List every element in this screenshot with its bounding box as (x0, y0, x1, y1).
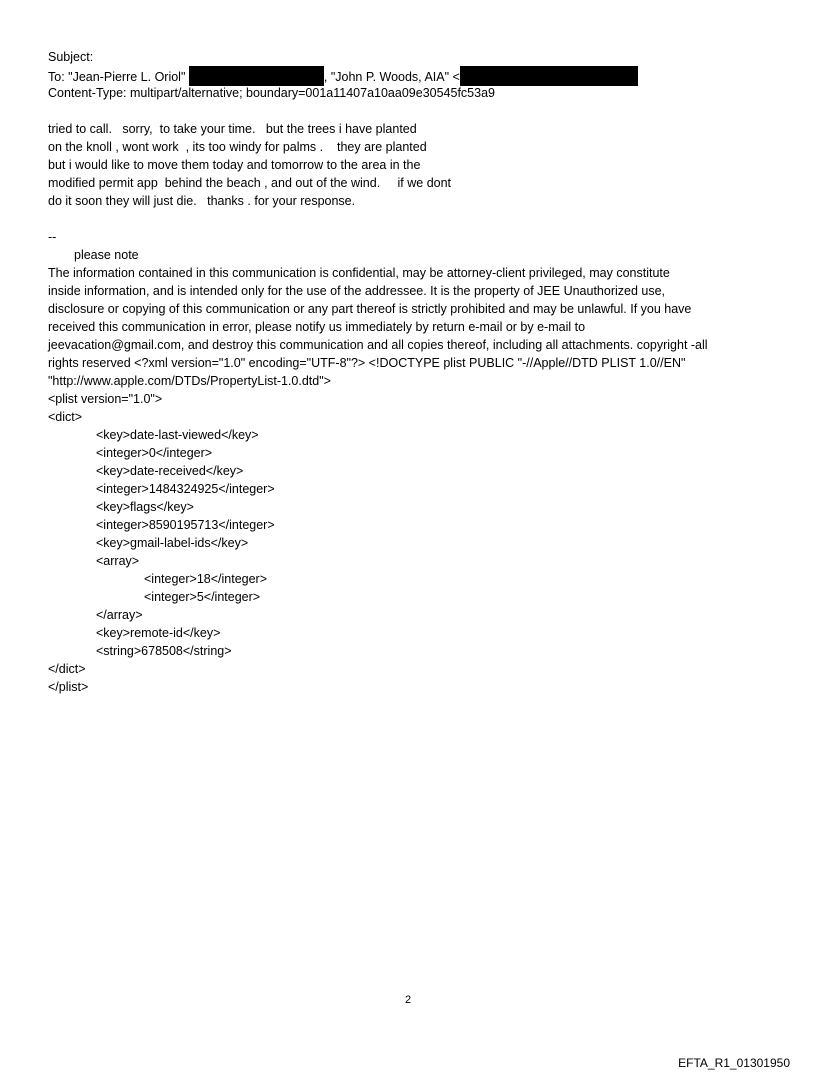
page-number: 2 (404, 994, 412, 1006)
body-line: tried to call. sorry, to take your time. but the trees i have planted (48, 122, 417, 136)
plist-dict-open: <dict> (48, 410, 83, 424)
signature-note: please note (74, 248, 139, 262)
to-line (48, 66, 638, 86)
signature-separator: -- (48, 230, 57, 244)
plist-array-item: <integer>5</integer> (144, 590, 261, 604)
plist-key: <key>flags</key> (96, 500, 194, 514)
disclaimer-line: inside information, and is intended only for the use of the addressee. It is the property of JEE Unauthorized use, (48, 284, 666, 298)
disclaimer-line: The information contained in this communication is confidential, may be attorney-client privileged, may constitute (48, 266, 670, 280)
plist-value: <string>678508</string> (96, 644, 232, 658)
to-prefix: To: "Jean-Pierre L. Oriol" (48, 70, 189, 84)
plist-value: <integer>8590195713</integer> (96, 518, 275, 532)
redaction-block (460, 66, 638, 86)
subject-line: Subject: (48, 50, 94, 64)
plist-value: <integer>0</integer> (96, 446, 213, 460)
plist-key: <key>remote-id</key> (96, 626, 221, 640)
plist-array-item: <integer>18</integer> (144, 572, 268, 586)
body-line: but i would like to move them today and tomorrow to the area in the (48, 158, 421, 172)
plist-key: <key>date-received</key> (96, 464, 244, 478)
disclaimer-line: received this communication in error, please notify us immediately by return e-mail or by e-mail to (48, 320, 586, 334)
plist-close: </plist> (48, 680, 89, 694)
disclaimer-line: rights reserved <?xml version="1.0" encoding="UTF-8"?> <!DOCTYPE plist PUBLIC "-//Apple//DTD PLIST 1.0//EN" (48, 356, 686, 370)
disclaimer-line: "http://www.apple.com/DTDs/PropertyList-1.0.dtd"> (48, 374, 331, 388)
plist-key: <key>date-last-viewed</key> (96, 428, 259, 442)
body-line: modified permit app behind the beach , and out of the wind. if we dont (48, 176, 452, 190)
disclaimer-line: jeevacation@gmail.com, and destroy this communication and all copies thereof, including all attachments. copyright -all (48, 338, 708, 352)
plist-array-open: <array> (96, 554, 140, 568)
bates-number: EFTA_R1_01301950 (678, 1056, 790, 1070)
content-type-line: Content-Type: multipart/alternative; boundary=001a11407a10aa09e30545fc53a9 (48, 86, 495, 100)
plist-dict-close: </dict> (48, 662, 86, 676)
plist-key: <key>gmail-label-ids</key> (96, 536, 249, 550)
redaction-block (189, 66, 324, 86)
to-middle: , "John P. Woods, AIA" < (323, 70, 460, 84)
plist-array-close: </array> (96, 608, 143, 622)
body-line: on the knoll , wont work , its too windy for palms . they are planted (48, 140, 427, 154)
plist-open: <plist version="1.0"> (48, 392, 163, 406)
plist-value: <integer>1484324925</integer> (96, 482, 275, 496)
disclaimer-line: disclosure or copying of this communication or any part thereof is strictly prohibited and may be unlawful. If you have (48, 302, 692, 316)
body-line: do it soon they will just die. thanks . for your response. (48, 194, 356, 208)
